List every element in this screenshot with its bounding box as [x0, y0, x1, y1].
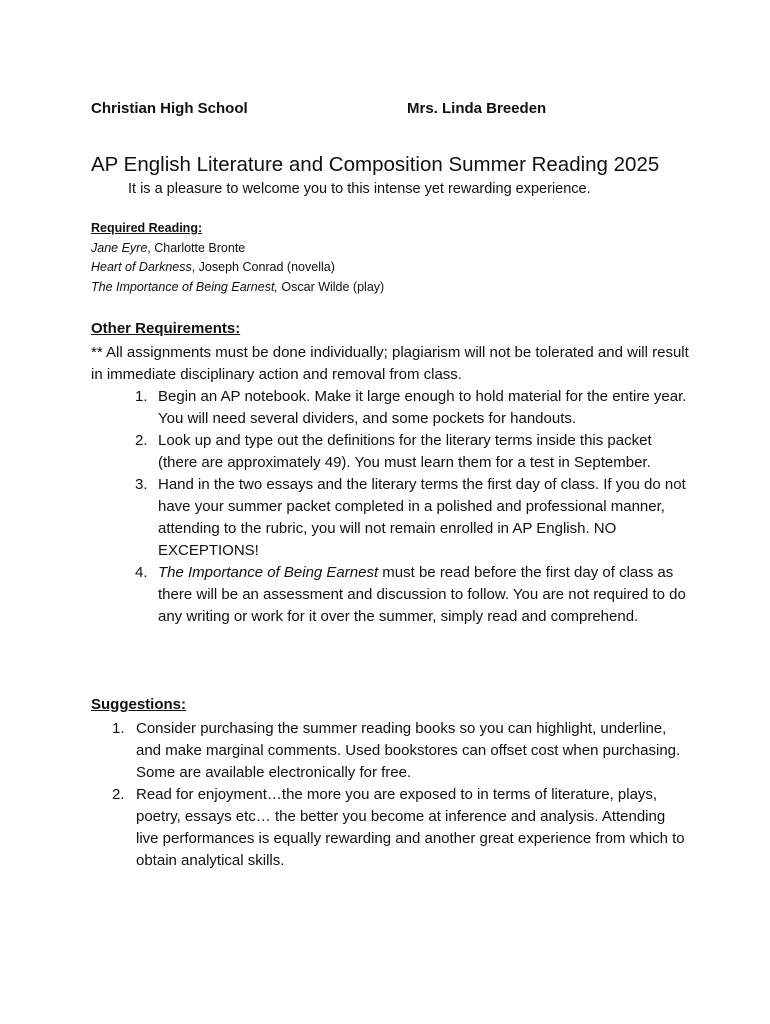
school-name: Christian High School [91, 100, 248, 117]
book-entry [91, 239, 384, 258]
item-number: 2. [135, 432, 148, 449]
required-reading-heading: Required Reading: [91, 221, 203, 235]
suggestions-heading: Suggestions: [91, 696, 187, 713]
list-item [91, 718, 691, 784]
book-author: , Charlotte Bronte [147, 241, 246, 255]
item-number: 3. [135, 476, 148, 493]
book-entry [91, 278, 384, 297]
item-number: 1. [135, 388, 148, 405]
item-text: Look up and type out the definitions for the literary terms inside this packet (there are approximately 49). You must learn them for a test in September. [158, 432, 652, 471]
item-number: 2. [112, 786, 125, 803]
list-item [91, 430, 691, 474]
list-item [91, 474, 691, 562]
required-reading-list [91, 239, 384, 297]
list-item [91, 784, 691, 872]
other-requirements-heading: Other Requirements: [91, 320, 241, 337]
requirements-intro: ** All assignments must be done individually; plagiarism will not be tolerated and will result in immediate disciplinary action and removal from class. [91, 344, 689, 383]
list-item [91, 386, 691, 430]
book-title: Heart of Darkness [91, 260, 192, 275]
book-entry [91, 258, 384, 277]
book-author: , Joseph Conrad (novella) [191, 260, 335, 275]
requirements-list [91, 386, 691, 628]
book-author: Oscar Wilde (play) [277, 279, 385, 294]
item-text: Read for enjoyment…the more you are exposed to in terms of literature, plays, poetry, essays etc… the better you become at inference and analysis. Attending live performances is equally rewarding and another great experience from which to obtain analytical skills. [136, 786, 685, 869]
item-number: 1. [112, 720, 125, 737]
welcome-text: It is a pleasure to welcome you to this intense yet rewarding experience. [128, 181, 591, 197]
document-title: AP English Literature and Composition Summer Reading 2025 [91, 153, 660, 176]
book-title: The Importance of Being Earnest, [91, 279, 278, 294]
item-text: must be read before the first day of class as there will be an assessment and discussion to follow. You are not required to do any writing or work for it over the summer, simply read and comprehend. [158, 564, 686, 625]
suggestions-list [91, 718, 691, 872]
teacher-name: Mrs. Linda Breeden [407, 100, 547, 117]
item-text: Consider purchasing the summer reading books so you can highlight, underline, and make marginal comments. Used bookstores can offset cost when purchasing. Some are available electronically for free. [136, 720, 681, 781]
item-italic: The Importance of Being Earnest [158, 564, 379, 581]
list-item [91, 562, 691, 628]
item-number: 4. [135, 564, 148, 581]
item-text: Begin an AP notebook. Make it large enough to hold material for the entire year. You will need several dividers, and some pockets for handouts. [158, 388, 687, 427]
item-text: Hand in the two essays and the literary terms the first day of class. If you do not have your summer packet completed in a polished and professional manner, attending to the rubric, you will not remain enrolled in AP English. NO EXCEPTIONS! [158, 476, 686, 559]
book-title: Jane Eyre [91, 241, 148, 255]
